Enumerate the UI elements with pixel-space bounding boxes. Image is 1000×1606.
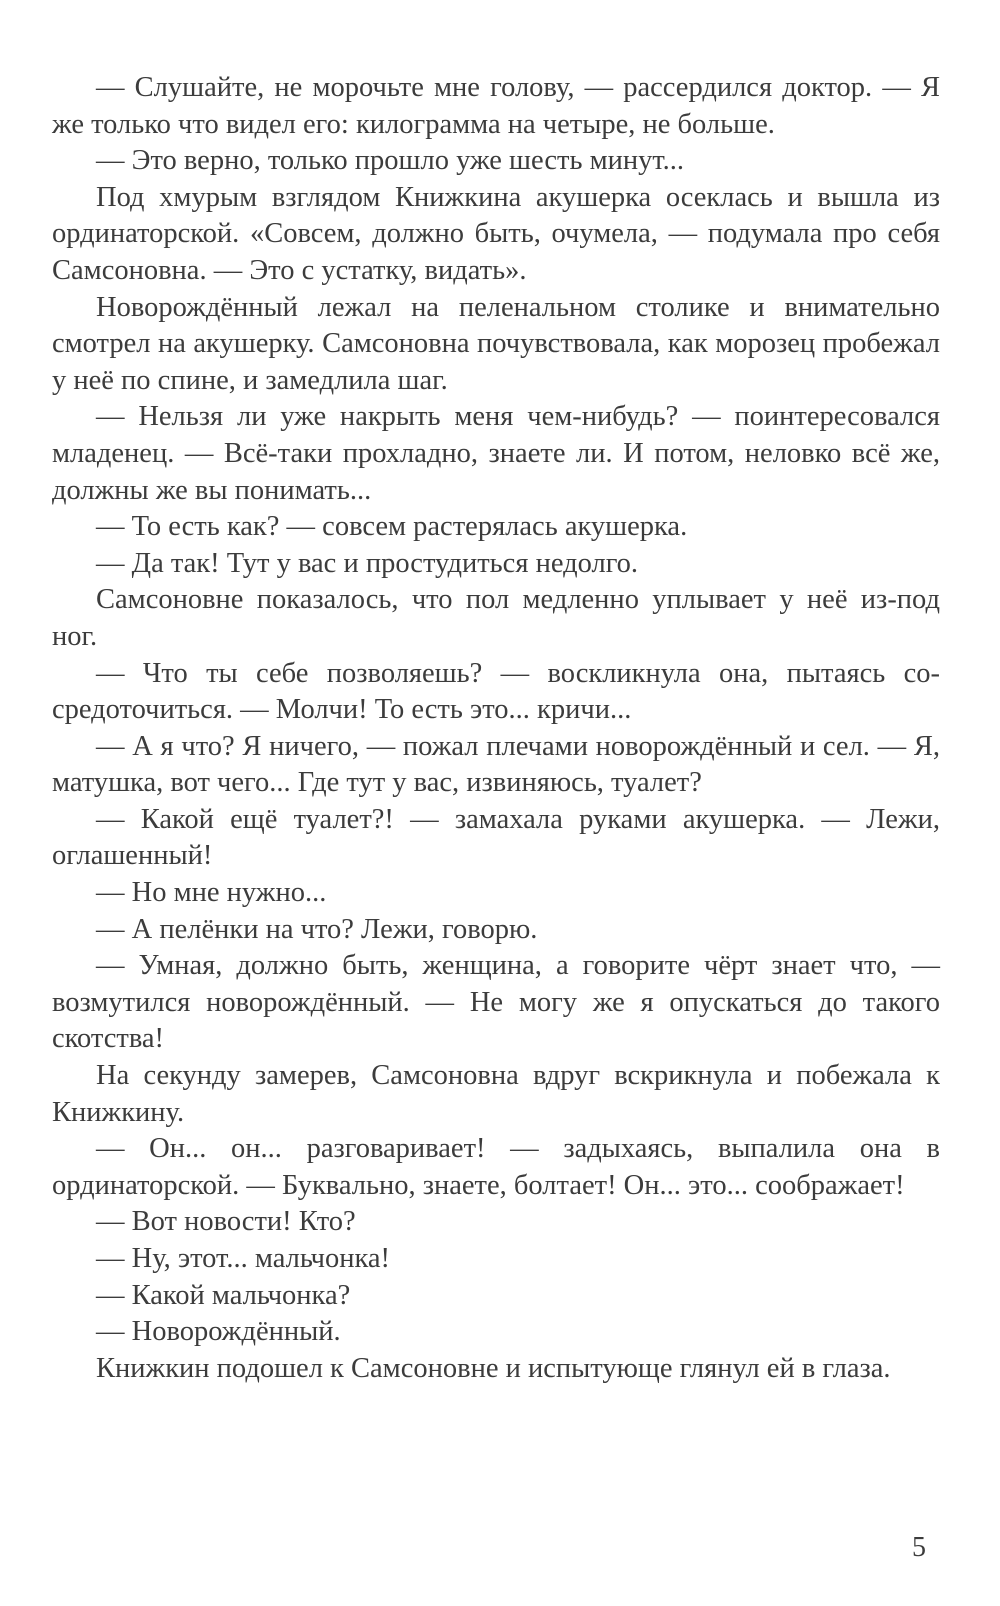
paragraph: Самсоновне показалось, что пол медленно уплывает у неё из-под ног. [52, 584, 940, 652]
paragraph: На секунду замерев, Самсоновна вдруг вскрикнула и побежала к Книжкину. [52, 1060, 940, 1128]
paragraph: — Ну, этот... мальчонка! [96, 1243, 391, 1274]
paragraph: — Но мне нужно... [96, 877, 327, 909]
paragraph: Под хмурым взглядом Книжкина акушерка осеклась и вышла из ординаторской. «Совсем, должно быть, очумела, — подумала про себя Самсоновна. — Это с устатку, видать». [52, 181, 940, 286]
paragraph: — А пелёнки на что? Лежи, говорю. [96, 913, 538, 945]
paragraph: — Он... он... разговаривает! — задыхаясь, выпалила она в ординаторской. — Буквально, знаете, болтает! Он... это... соображает! [52, 1133, 940, 1201]
paragraph: — Умная, должно быть, женщина, а говорите чёрт знает что, — возмутился новорождённый. — Не могу же я опускаться до такого скотства! [52, 950, 940, 1055]
paragraph: — То есть как? — совсем растерялась акушерка. [96, 511, 688, 543]
paragraph: — Это верно, только прошло уже шесть минут... [96, 145, 685, 177]
paragraph: Новорождённый лежал на пеленальном столике и внимательно смотрел на акушерку. Самсоновна почувствовала, как морозец пробежал у неё по спине, и замедлила шаг. [52, 291, 940, 396]
paragraph: — Новорождённый. [96, 1316, 341, 1348]
page-number: 5 [912, 1532, 926, 1563]
paragraph: — Какой мальчонка? [96, 1279, 351, 1311]
paragraph: Книжкин подошел к Самсоновне и испытующе глянул ей в глаза. [96, 1352, 891, 1384]
paragraph: — Слушайте, не морочьте мне голову, — рассердился доктор. — Я же только что видел его: килограмма на четыре, не больше. [52, 72, 940, 140]
page-text [52, 70, 940, 1387]
paragraph: — Нельзя ли уже накрыть меня чем-нибудь? — поинтересовался младенец. — Всё-таки прохладно, знаете ли. И потом, неловко всё же, должны же вы понимать... [52, 401, 940, 506]
paragraph: — Вот новости! Кто? [96, 1206, 356, 1238]
paragraph: — Какой ещё туалет?! — замахала руками акушерка. — Лежи, оглашенный! [52, 803, 940, 872]
paragraph: — Что ты себе позволяешь? — воскликнула она, пытаясь сосредоточиться. — Молчи! То есть это... кричи... [52, 657, 940, 726]
paragraph: — А я что? Я ничего, — пожал плечами новорождённый и сел. — Я, матушка, вот чего... Где тут у вас, извиняюсь, туалет? [52, 730, 940, 799]
paragraph: — Да так! Тут у вас и простудиться недолго. [96, 547, 639, 579]
